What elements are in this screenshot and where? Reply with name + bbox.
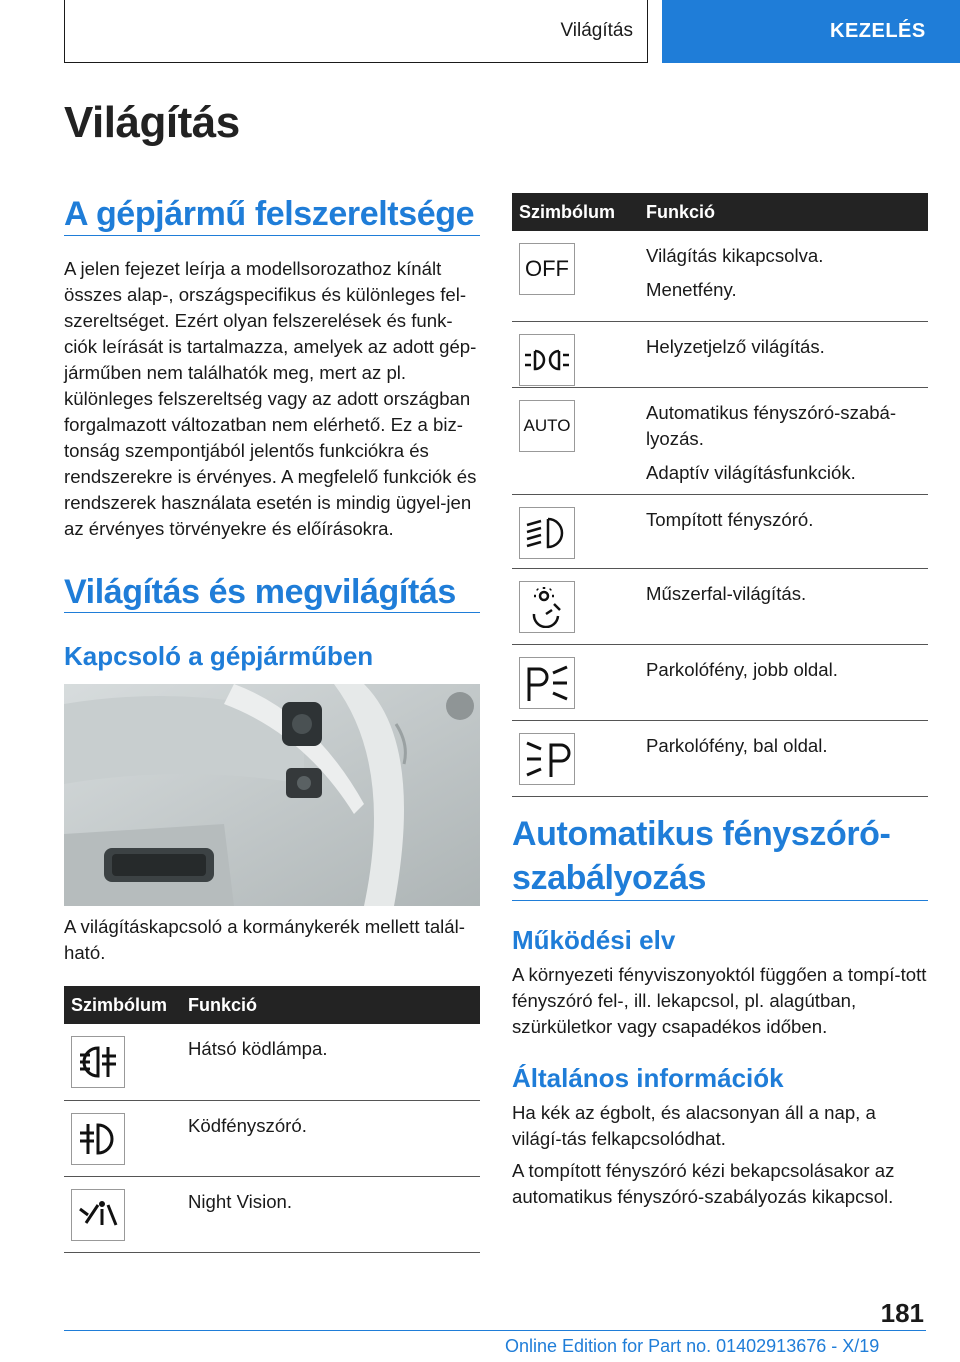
low-beam-icon: [519, 507, 575, 559]
light-switch-photo: [64, 684, 480, 906]
function-text: Adaptív világításfunkciók.: [646, 461, 856, 483]
function-text: Helyzetjelző világítás.: [646, 335, 825, 357]
parking-light-right-icon: [519, 657, 575, 709]
page-title: Világítás: [64, 98, 240, 147]
column-header-function: Funkció: [639, 193, 928, 231]
function-text: Ködfényszóró.: [188, 1114, 307, 1136]
symbol-table-left: [64, 986, 480, 1253]
table-row: [64, 1176, 480, 1252]
equipment-text: A jelen fejezet leírja a modellsorozathoz kínált összes alap-, országspecifikus és különleges fel-szereltséget. Ezért olyan felszerelések és funk-ciók leírását is tartalmazza, amelyek az adott gép-járműben nem találhatók meg, mert az pl. különleges felszereltség vagy az adott országban forgalmazott változatban nem elérhető. Ez a biz-tonság szempontjából jelentős funkciókra és rendszerekre is érvényes. A megfelelő funkciók és rendszerek használata esetén is mindig ügyel-jen az érvényes törvényekre és előírásokra.: [64, 258, 477, 539]
heading-lighting: Világítás és megvilágítás: [64, 573, 456, 611]
heading-switch: Kapcsoló a gépjárműben: [64, 641, 374, 671]
column-header-symbol: Szimbólum: [512, 193, 639, 231]
heading-auto-headlights: Automatikus fényszóró-szabályozás: [512, 815, 891, 897]
function-text: Parkolófény, jobb oldal.: [646, 658, 838, 680]
function-text: Tompított fényszóró.: [646, 508, 814, 530]
table-row: [512, 568, 928, 644]
parking-light-left-icon: [519, 733, 575, 785]
table-row: [512, 644, 928, 720]
front-fog-lamp-icon: [71, 1113, 125, 1165]
header-section-box: [64, 0, 648, 63]
table-row: [512, 231, 928, 321]
parking-lights-icon: [519, 334, 575, 386]
header-section-title: Világítás: [560, 20, 633, 41]
page-number: 181: [880, 1298, 924, 1328]
function-text: Parkolófény, bal oldal.: [646, 734, 828, 756]
column-header-function: Funkció: [181, 986, 480, 1024]
photo-caption: A világításkapcsoló a kormánykerék mellett talál-ható.: [64, 916, 465, 963]
table-row: [512, 720, 928, 796]
symbol-table-right: [512, 193, 928, 797]
footer-rule: [64, 1330, 926, 1331]
table-row: [64, 1100, 480, 1176]
instrument-lighting-icon: [519, 581, 575, 633]
function-text: Night Vision.: [188, 1190, 293, 1212]
heading-rule: [512, 900, 928, 901]
function-text: Hátsó ködlámpa.: [188, 1038, 328, 1059]
function-text: Menetfény.: [646, 279, 737, 300]
auto-icon: AUTO: [519, 400, 575, 452]
header-chapter-title: KEZELÉS: [830, 20, 926, 42]
off-icon: OFF: [519, 243, 575, 295]
heading-rule: [64, 235, 480, 236]
table-row: [64, 1024, 480, 1100]
heading-equipment: A gépjármű felszereltsége: [64, 195, 475, 233]
heading-general-info: Általános információk: [512, 1063, 784, 1093]
night-vision-icon: [71, 1189, 125, 1241]
heading-principle: Működési elv: [512, 925, 676, 955]
column-header-symbol: Szimbólum: [64, 986, 181, 1024]
table-row: [512, 494, 928, 568]
function-text: Műszerfal-világítás.: [646, 582, 807, 604]
heading-rule: [64, 612, 480, 613]
principle-text: A környezeti fényviszonyoktól függően a tompí-tott fényszóró fel-, ill. lekapcsol, pl. alagútban, szürkületkor vagy csapadékos időben.: [512, 964, 927, 1037]
rear-fog-lamp-icon: [71, 1036, 125, 1088]
table-row: [512, 321, 928, 387]
general-text-2: A tompított fényszóró kézi bekapcsolásakor az automatikus fényszóró-szabályozás kikapcsol.: [512, 1160, 895, 1207]
header-chapter-tab: [662, 0, 960, 63]
footer-edition: Online Edition for Part no. 01402913676 - X/19: [505, 1336, 880, 1356]
table-row: [512, 387, 928, 494]
general-text-1: Ha kék az égbolt, és alacsonyan áll a nap, a világí-tás felkapcsolódhat.: [512, 1102, 876, 1149]
function-text: Automatikus fényszóró-szabá-lyozás.: [646, 401, 897, 449]
function-text: Világítás kikapcsolva.: [646, 245, 824, 266]
